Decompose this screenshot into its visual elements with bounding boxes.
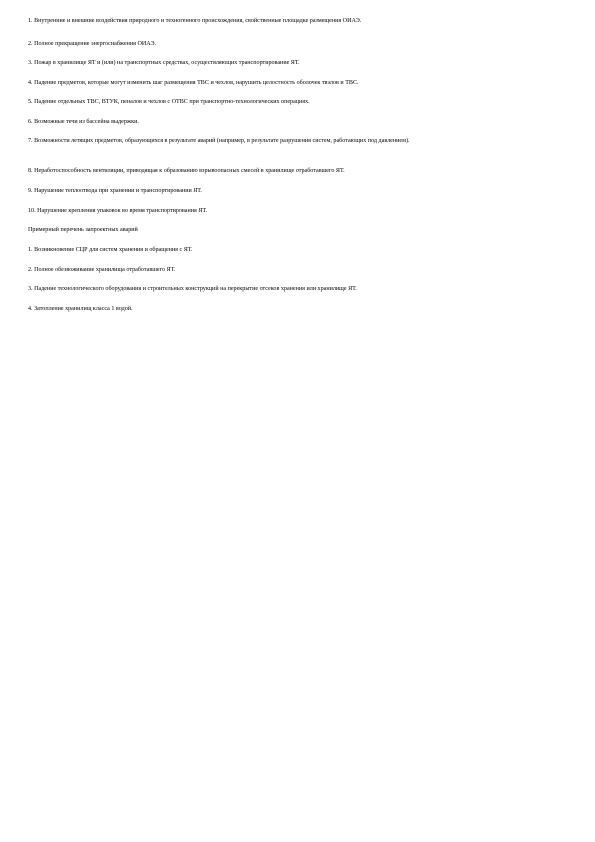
list-item: 2. Полное прекращение энергоснабжения ОИАЭ. xyxy=(28,41,157,47)
list-item: 2. Полное обезвоживание хранилища отработавшего ЯТ. xyxy=(28,267,176,273)
list-item: 3. Падение технологического оборудования и строительных конструкций на перекрытие отсеков хранения или хранилище ЯТ. xyxy=(28,286,357,292)
list-item: 6. Возможные течи из бассейна выдержки. xyxy=(28,119,139,125)
list-item: 1. Возникновение СЦР для систем хранения и обращения с ЯТ. xyxy=(28,247,193,253)
list-item: 5. Падение отдельных ТВС, ВТУК, пеналов и чехлов с ОТВС при транспортно-технологических операциях. xyxy=(28,99,310,105)
list-item: 9. Нарушение теплоотвода при хранении и транспортировании ЯТ. xyxy=(28,188,202,194)
list-item: 10. Нарушение крепления упаковок во время транспортирования ЯТ. xyxy=(28,208,208,214)
list-item: 1. Внутренние и внешние воздействия природного и техногенного происхождения, свойственные площадке размещения ОИАЭ. xyxy=(28,18,362,24)
list-item: 7. Возможности летящих предметов, образующихся в результате аварий (например, в результате разрушения систем, работающих под давлением). xyxy=(28,138,410,144)
list-item: 8. Неработоспособность вентиляции, приводящая к образованию взрывоопасных смесей в хранилище отработавшего ЯТ. xyxy=(28,168,345,174)
list-item: 4. Затопление хранилищ класса 1 водой. xyxy=(28,306,133,312)
section-heading: Примерный перечень запроектных аварий xyxy=(28,227,138,233)
list-item: 3. Пожар в хранилище ЯТ и (или) на транспортных средствах, осуществляющих транспортирование ЯТ. xyxy=(28,60,300,66)
list-item: 4. Падение предметов, которые могут изменить шаг размещения ТВС и чехлов, нарушить целостность оболочек твэлов и ТВС. xyxy=(28,80,359,86)
